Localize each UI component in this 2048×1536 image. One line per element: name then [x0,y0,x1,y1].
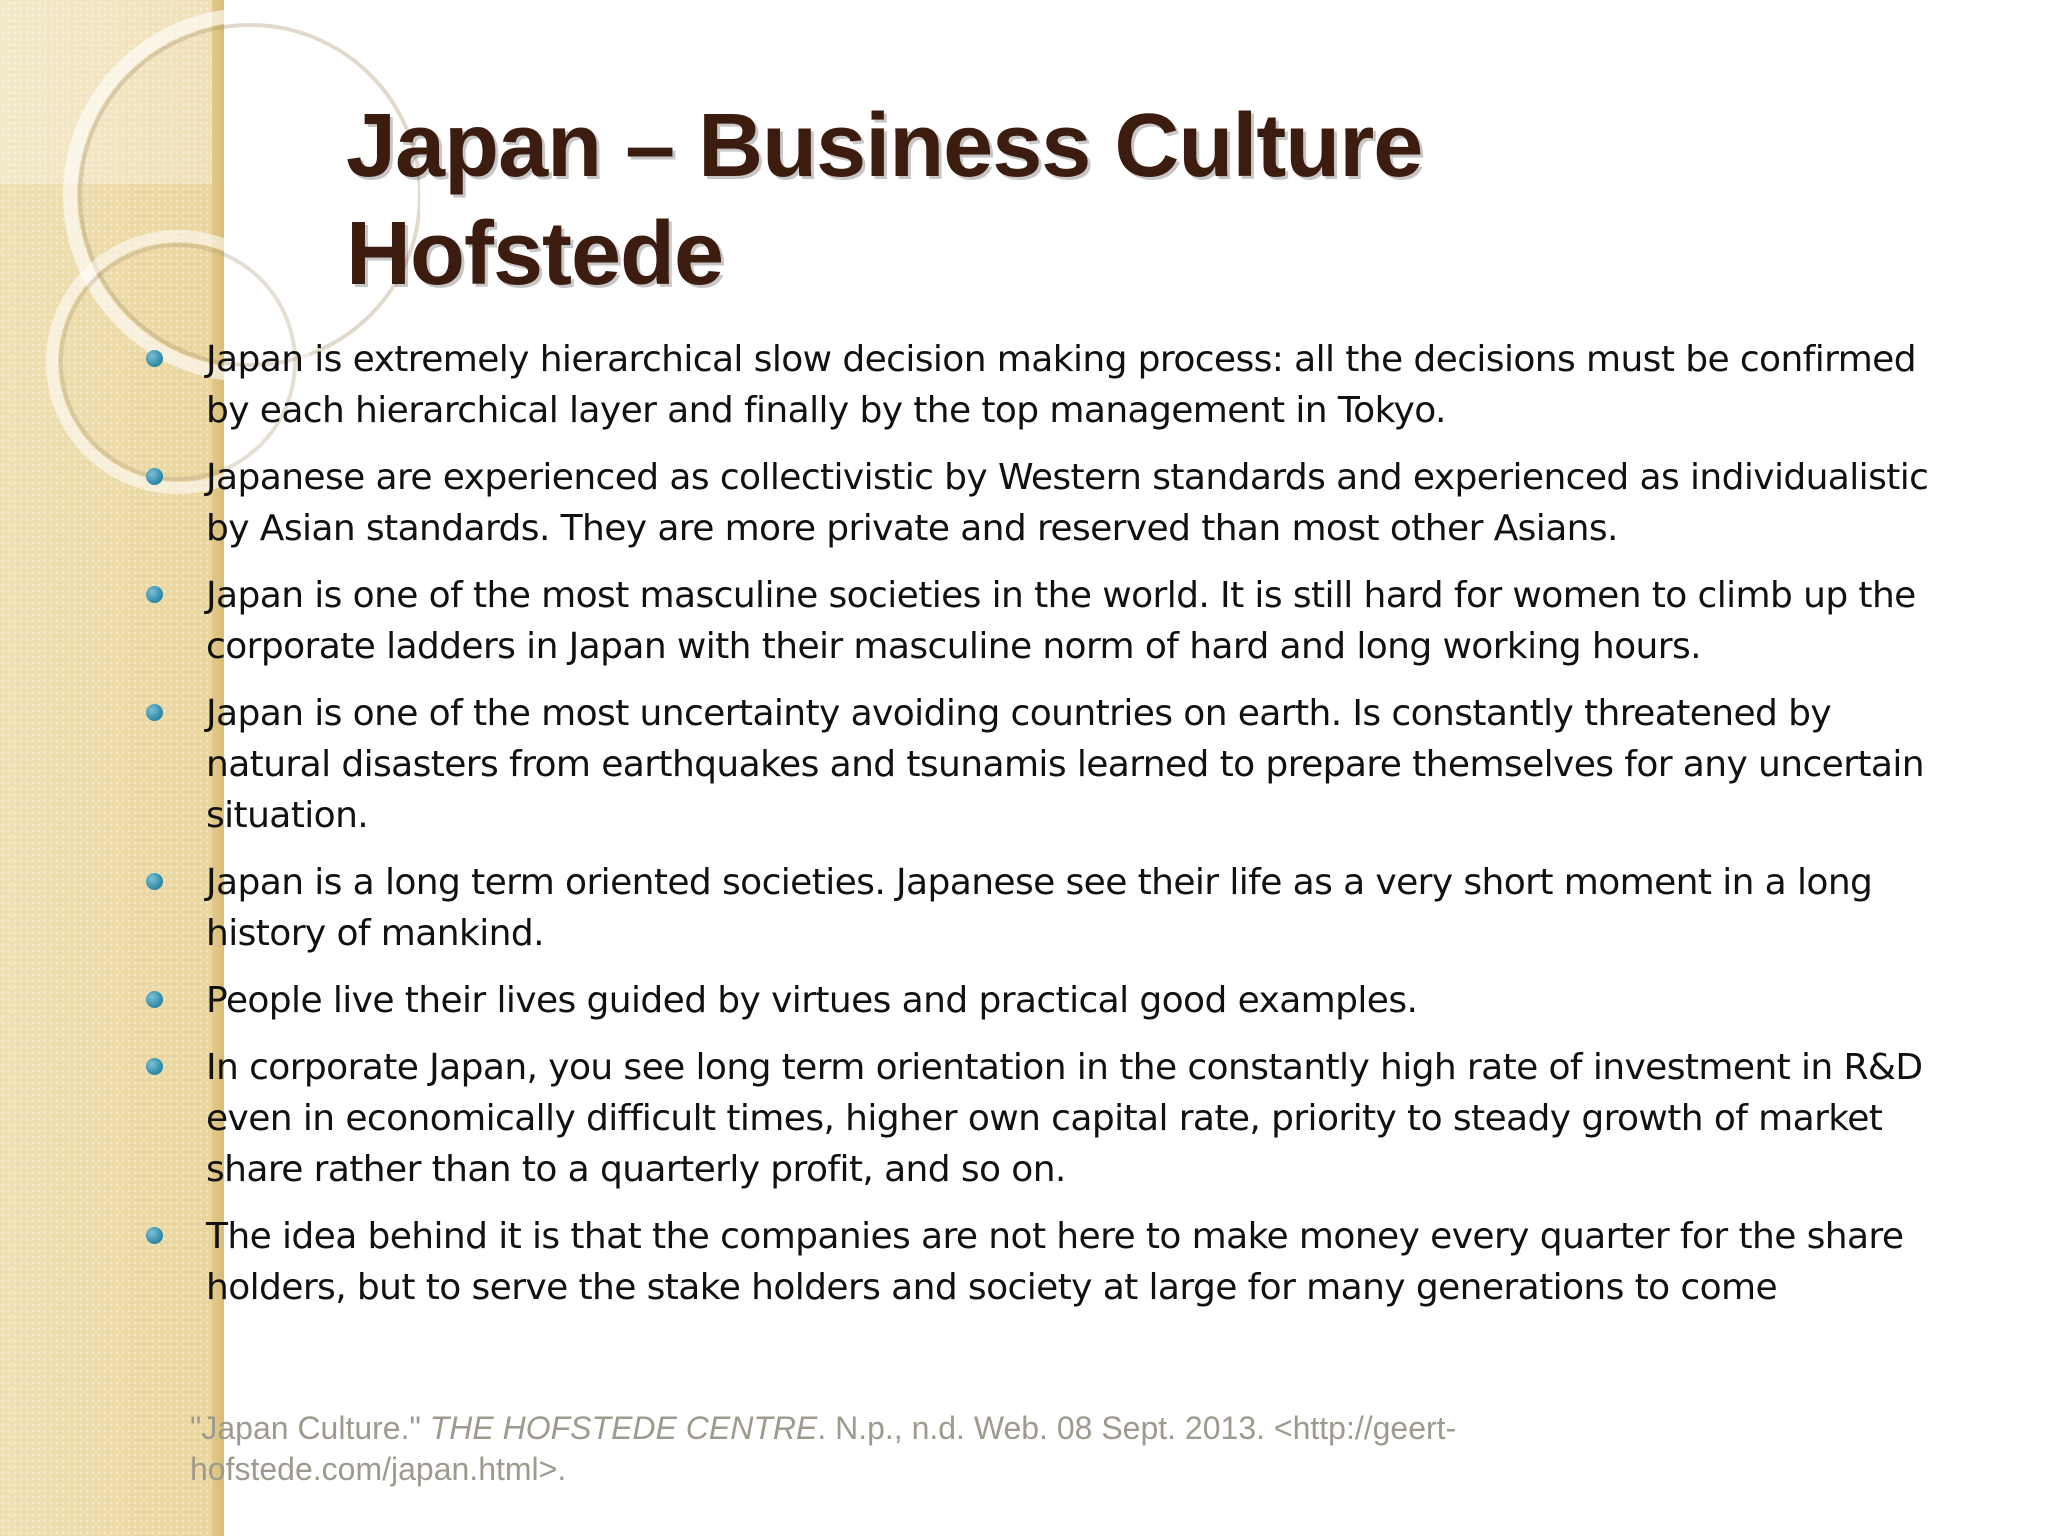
bullet-text: In corporate Japan, you see long term orientation in the constantly high rate of investment in R&D even in economically difficult times, higher own capital rate, priority to steady growth of market share rather than to a quarterly profit, and so on. [206,1047,1923,1190]
bullet-item [140,334,1940,436]
bullet-item [140,452,1940,554]
bullet-text: Japanese are experienced as collectivistic by Western standards and experienced as individualistic by Asian standards. They are more private and reserved than most other Asians. [206,457,1929,549]
bullet-dot-icon [146,586,163,603]
bullet-text: Japan is one of the most masculine societies in the world. It is still hard for women to climb up the corporate ladders in Japan with their masculine norm of hard and long working hours. [206,575,1916,667]
bullet-item [140,688,1940,841]
bullet-dot-icon [146,1227,163,1244]
bullet-item [140,1042,1940,1195]
bullet-text: Japan is one of the most uncertainty avoiding countries on earth. Is constantly threatened by natural disasters from earthquakes and tsunamis learned to prepare themselves for any uncertain situation. [206,693,1925,836]
citation-source: THE HOFSTEDE CENTRE [429,1410,818,1446]
bullet-text: Japan is extremely hierarchical slow decision making process: all the decisions must be confirmed by each hierarchical layer and finally by the top management in Tokyo. [206,339,1916,431]
bullet-text: People live their lives guided by virtues and practical good examples. [206,980,1418,1021]
bullet-dot-icon [146,991,163,1008]
bullet-dot-icon [146,468,163,485]
bullet-dot-icon [146,350,163,367]
slide-title-line-1: Japan – Business Culture [346,96,1423,196]
citation-part-2: . N.p., n.d. Web. 08 Sept. 2013. <http://geert-hofstede.com/japan.html>. [190,1410,1457,1487]
bullet-item [140,975,1940,1026]
bullet-item [140,857,1940,959]
bullet-dot-icon [146,704,163,721]
slide-title-line-2: Hofstede [346,204,724,304]
bullet-text: Japan is a long term oriented societies. Japanese see their life as a very short moment in a long history of mankind. [206,862,1873,954]
bullet-text: The idea behind it is that the companies are not here to make money every quarter for the share holders, but to serve the stake holders and society at large for many generations to come [206,1216,1904,1308]
citation [190,1408,1690,1490]
slide-title [346,92,1422,308]
bullet-item [140,1211,1940,1313]
bullet-dot-icon [146,873,163,890]
bullet-dot-icon [146,1058,163,1075]
bullet-list [140,334,1940,1329]
citation-part-1: "Japan Culture." [190,1410,430,1446]
bullet-item [140,570,1940,672]
